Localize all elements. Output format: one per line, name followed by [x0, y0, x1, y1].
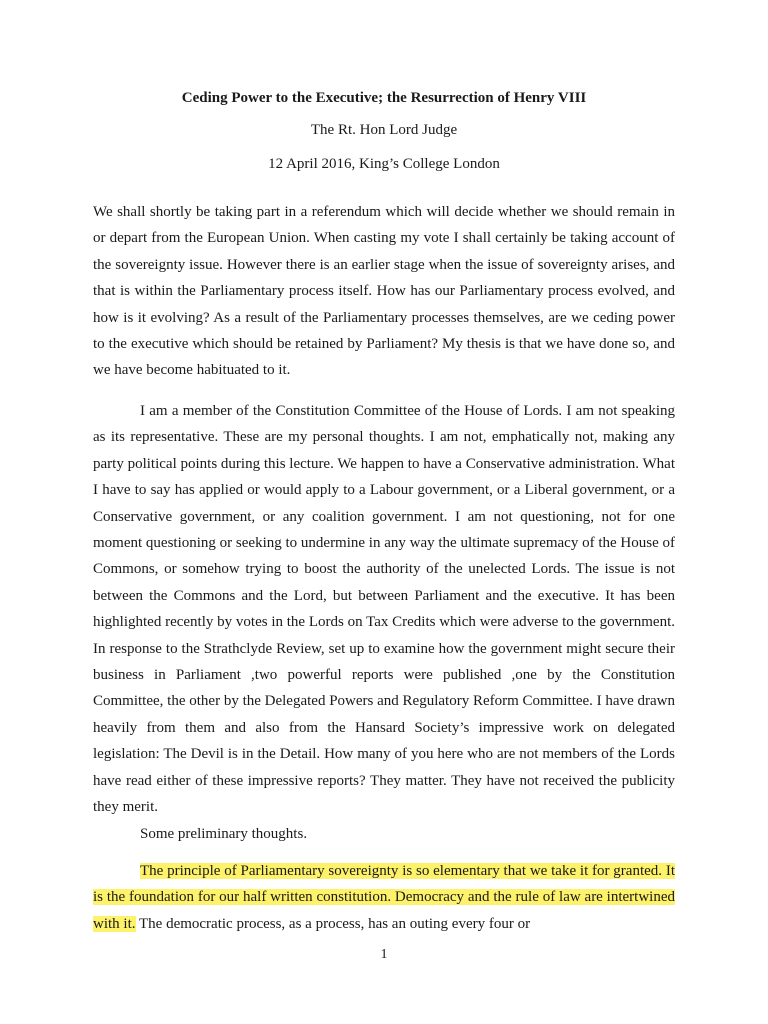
paragraph-4-text — [93, 858, 675, 937]
paragraph-4-continuation: The democratic process, as a process, has an outing every four or — [135, 915, 531, 932]
paragraph-3-text: Some preliminary thoughts. — [140, 826, 308, 842]
page-number: 1 — [380, 947, 388, 962]
highlighted-text: The principle of Parliamentary sovereignty is so elementary that we take it for granted. It is the foundation for our half written constitution. Democracy and the rule of law are intertwined with it. — [93, 863, 675, 932]
paragraph-4 — [93, 858, 675, 937]
paragraph-2-text: I am a member of the Constitution Committee of the House of Lords. I am not speaking as its representative. These are my personal thoughts. I am not, emphatically not, making any party political points during this lecture. We happen to have a Conservative administration. What I have to say has applied or would apply to a Labour government, or a Liberal government, or a Conservative government, or any coalition government. I am not questioning, not for one moment questioning or seeking to undermine in any way the ultimate supremacy of the House of Commons, or somehow trying to boost the authority of the unelected Lords. The issue is not between the Commons and the Lord, but between Parliament and the executive. It has been highlighted recently by votes in the Lords on Tax Credits which were adverse to the government. In response to the Strathclyde Review, set up to examine how the government might secure their business in Parliament ,two powerful reports were published ,one by the Constitution Committee, the other by the Delegated Powers and Regulatory Reform Committee. I have drawn heavily from them and also from the Hansard Society’s impressive work on delegated legislation: The Devil is in the Detail. How many of you here who are not members of the Lords have read either of these impressive reports? They matter. They have not received the publicity they merit. — [93, 403, 675, 816]
document-author: The Rt. Hon Lord Judge — [310, 122, 458, 138]
document-date-venue: 12 April 2016, King’s College London — [268, 156, 500, 172]
paragraph-3 — [93, 821, 675, 847]
document-title: Ceding Power to the Executive; the Resurrection of Henry VIII — [181, 90, 587, 106]
paragraph-2 — [93, 398, 675, 821]
paragraph-1 — [93, 199, 675, 384]
paragraph-1-text: We shall shortly be taking part in a referendum which will decide whether we should remain in or depart from the European Union. When casting my vote I shall certainly be taking account of the sovereignty issue. However there is an earlier stage when the issue of sovereignty arises, and that is within the Parliamentary process itself. How has our Parliamentary process evolved, and how is it evolving? As a result of the Parliamentary processes themselves, are we ceding power to the executive which should be retained by Parliament? My thesis is that we have done so, and we have become habituated to it. — [93, 204, 675, 379]
